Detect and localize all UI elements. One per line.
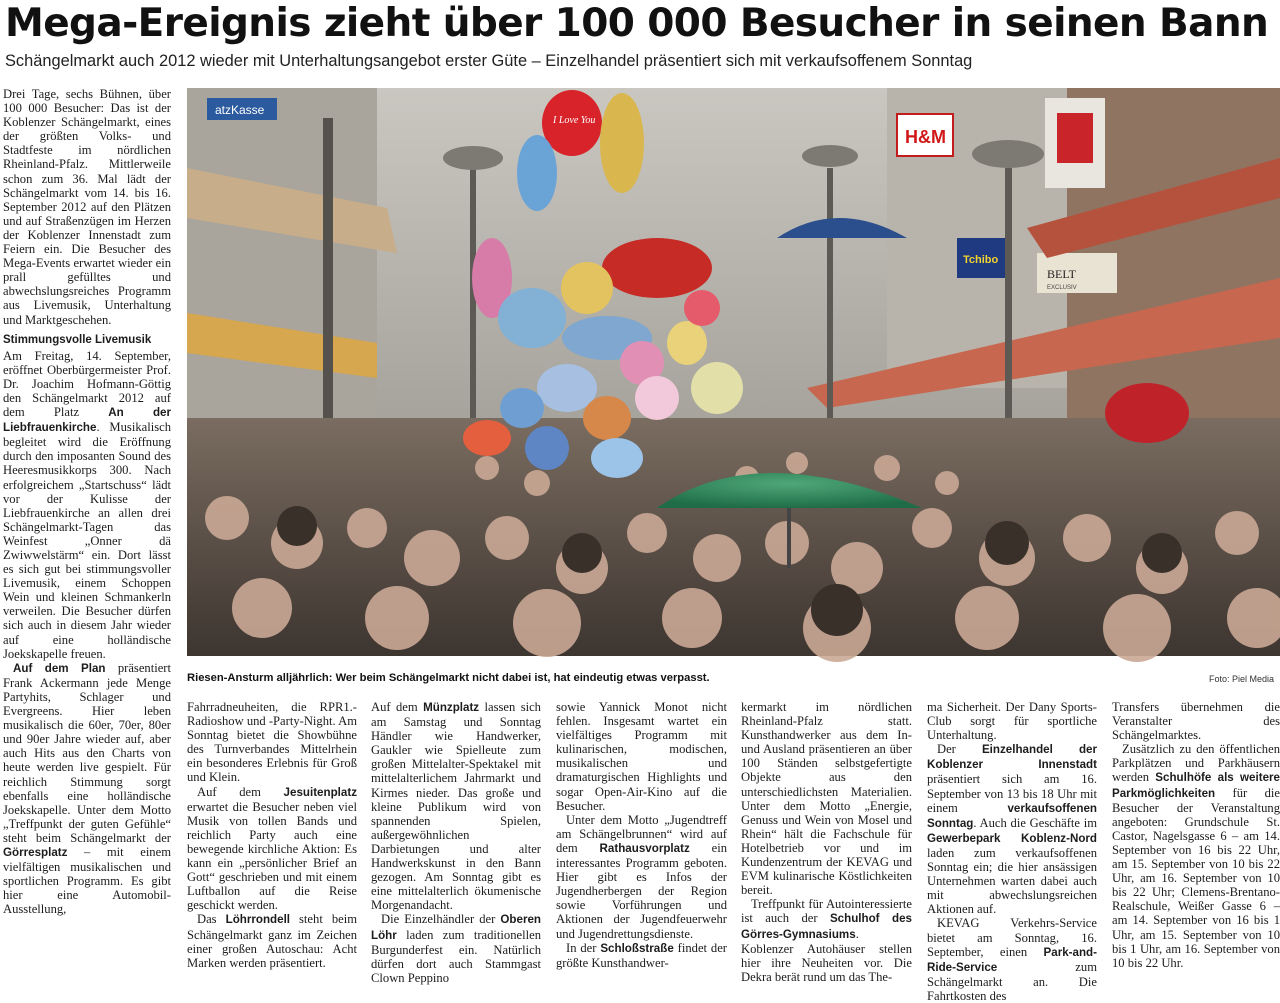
svg-text:BELT: BELT <box>1047 267 1076 281</box>
subheading-livemusik: Stimmungsvolle Livemusik <box>3 333 152 346</box>
paragraph: Das Löhrrondell steht beim Schängelmarkt ganz im Zeichen einer großen Autoschau: Acht Marken werden präsentiert. <box>187 912 358 970</box>
text-column-5 <box>927 700 1097 1003</box>
paragraph: Auf dem Münzplatz lassen sich am Samstag und Sonntag Händler wie Handwerker, Gaukler wie Spielleute zum großen Mittelalter-Spektakel mit mittelalterlichem Jahrmarkt und Kirmes nieder. Das große und kleine Publikum wird von spannenden Spielen, außergewöhnlichen Darbietungen und alter Handwerkskunst in den Bann gezogen. Am Sonntag gibt es eine mittelalterlich ökumenische Morgenandacht. <box>371 700 541 913</box>
text-column-6 <box>1112 700 1280 991</box>
svg-text:atzKasse: atzKasse <box>215 103 265 117</box>
crowd-photo <box>187 88 1280 656</box>
svg-text:I Love You: I Love You <box>553 115 596 126</box>
paragraph: sowie Yannick Monot nicht fehlen. Insgesamt wartet ein vielfältiges Programm mit kulinarischen, modischen, musikalischen und dramaturgischen Highlights und sogar Open-Air-Kino auf die Besucher. <box>556 700 727 813</box>
paragraph: Auf dem Jesuitenplatz erwartet die Besucher neben viel Musik von tollen Bands und reichlich Party auch eine bewegende kirchliche Aktion: Es kann ein „persönlicher Brief an Gott“ geschrieben und mit einem Luftballon auf die Reise geschickt werden. <box>187 784 357 913</box>
paragraph-eroeffnung: Am Freitag, 14. September, eröffnet Oberbürgermeister Prof. Dr. Joachim Hofmann-Göttig den Schängelmarkt 2012 auf dem Platz An der Liebfrauenkirche. Musikalisch begleitet wird die Eröffnung durch den imposanten Sound des Heeresmusikkorps 300. Nach erfolgreichem „Startschuss“ lädt vor der Kulisse der Liebfrauenkirche an allen drei Schängelmarkt-Tagen das Weinfest „Onner dä Zwiwwelstärm“ ein. Dort lässt es sich gut bei stimmungsvoller Livemusik, einem Schoppen Wein und kleinen Schmankerln verweilen. Die Besucher dürfen sich auch in diesem Jahr wieder auf eine holländische Joekskapelle freuen. <box>3 348 171 661</box>
text-column-1 <box>187 700 357 991</box>
street-festival-illustration <box>187 88 1280 656</box>
paragraph: In der Schloßstraße findet der größte Kunsthandwer- <box>556 940 727 970</box>
photo-caption: Riesen-Ansturm alljährlich: Wer beim Schängelmarkt nicht dabei ist, hat eindeutig etwas verpasst. <box>187 672 710 684</box>
paragraph: Transfers übernehmen die Veranstalter des Schängelmarktes. <box>1112 700 1280 743</box>
text-column-3 <box>556 700 727 991</box>
intro-paragraph: Drei Tage, sechs Bühnen, über 100 000 Besucher: Das ist der Koblenzer Schängelmarkt, eines der größten Volks- und Stadtfeste im nördlichen Rheinland-Pfalz. Mittlerweile schon zum 36. Mal lädt der Schängelmarkt vom 14. bis 16. September 2012 auf den Plätzen und auf Straßenzügen im Herzen der Koblenzer Innenstadt zum Feiern ein. Die Besucher des Mega-Events erwartet wieder ein prall gefülltes und abwechslungsreiches Programm aus Livemusik, Unterhaltung und Marktgeschehen. <box>3 87 171 327</box>
paragraph: Unter dem Motto „Jugendtreff am Schängelbrunnen“ wird auf dem Rathausvorplatz ein interessantes Programm geboten. Hier gibt es Infos der Jugendherbergen der Region sowie Vorführungen und Aktionen der Jugendfeuerwehr und Jugendrettungsdienste. <box>556 812 727 941</box>
paragraph: Fahrradneuheiten, die RPR1.-Radioshow und -Party-Night. Am Sonntag bietet die Showbühne des Turnverbandes Mittelrhein ein besonderes Erlebnis für Groß und Klein. <box>187 700 358 785</box>
left-text-column <box>3 87 171 991</box>
headline: Mega-Ereignis zieht über 100 000 Besucher in seinen Bann <box>5 1 1269 46</box>
text-column-4 <box>741 700 912 991</box>
svg-text:H&M: H&M <box>905 127 946 147</box>
paragraph: Die Einzelhändler der Oberen Löhr laden zum traditionellen Burgunderfest ein. Natürlich dürfen dort auch Stammgast Clown Peppino <box>371 912 541 985</box>
subheadline: Schängelmarkt auch 2012 wieder mit Unterhaltungsangebot erster Güte – Einzelhandel präsentiert sich mit verkaufsoffenem Sonntag <box>5 52 973 70</box>
paragraph: Der Einzelhandel der Koblenzer Innenstadt präsentiert sich am 16. September von 13 bis 18 Uhr mit einem verkaufsoffenen Sonntag. Auch die Geschäfte im Gewerbepark Koblenz-Nord laden zum verkaufsoffenen Sonntag ein; die hier ansässigen Unternehmen warten dabei auch mit abwechslungsreichen Aktionen auf. <box>927 742 1097 917</box>
paragraph-plan: Auf dem Plan präsentiert Frank Ackermann jede Menge Partyhits, Schlager und Evergreens. Hier leben musikalisch die 60er, 70er, 80er und 90er Jahre wieder auf, aber auch Hits aus den Charts von heute werden live gespielt. Für reichlich Stimmung sorgt ebenfalls eine holländische Joekskapelle. Unter dem Motto „Treffpunkt der guten Gefühle“ steht beim Schängelmarkt der Görresplatz – mit einem vielfältigen musikalischen und sportlichen Programm. Es gibt hier eine Automobil-Ausstellung, <box>3 660 171 917</box>
paragraph: KEVAG Verkehrs-Service bietet am Sonntag, 16. September, einen Park-and-Ride-Service zum Schängelmarkt an. Die Fahrtkosten des <box>927 916 1097 1003</box>
svg-text:EXCLUSIV: EXCLUSIV <box>1047 285 1077 291</box>
paragraph: Treffpunkt für Autointeressierte ist auch der Schulhof des Görres-Gymnasiums. Koblenzer Autohäuser stellen hier ihre Neuheiten vor. Die Dekra berät rund um das The- <box>741 897 912 984</box>
photo-credit: Foto: Piel Media <box>1209 674 1275 684</box>
paragraph: kermarkt im nördlichen Rheinland-Pfalz statt. Kunsthandwerker aus dem In- und Ausland präsentieren an über 100 Ständen selbstgefertigte Objekte aus den unterschiedlichsten Materialien. Unter dem Motto „Energie, Genuss und Wein von Mosel und Rhein“ hält die Fachschule für Hotelbetrieb vor und im Kundenzentrum der KEVAG und EVM kulinarische Köstlichkeiten bereit. <box>741 700 912 898</box>
paragraph: Zusätzlich zu den öffentlichen Parkplätzen und Parkhäusern werden Schulhöfe als weitere Parkmöglichkeiten für die Besucher der Veranstaltung angeboten: Grundschule St. Castor, Nagelsgasse 6 – am 14. September von 16 bis 22 Uhr, am 15. September von 10 bis 22 Uhr, am 16. September von 10 bis 22 Uhr; Clemens-Brentano-Realschule, Weißer Gasse 6 – am 14. September von 16 bis 1 Uhr, am 15. September von 10 bis 1 Uhr, am 16. September von 10 bis 22 Uhr. <box>1112 742 1280 970</box>
svg-text:Tchibo: Tchibo <box>963 254 999 266</box>
paragraph: ma Sicherheit. Der Dany Sports-Club sorgt für sportliche Unterhaltung. <box>927 700 1097 743</box>
text-column-2 <box>371 700 541 991</box>
